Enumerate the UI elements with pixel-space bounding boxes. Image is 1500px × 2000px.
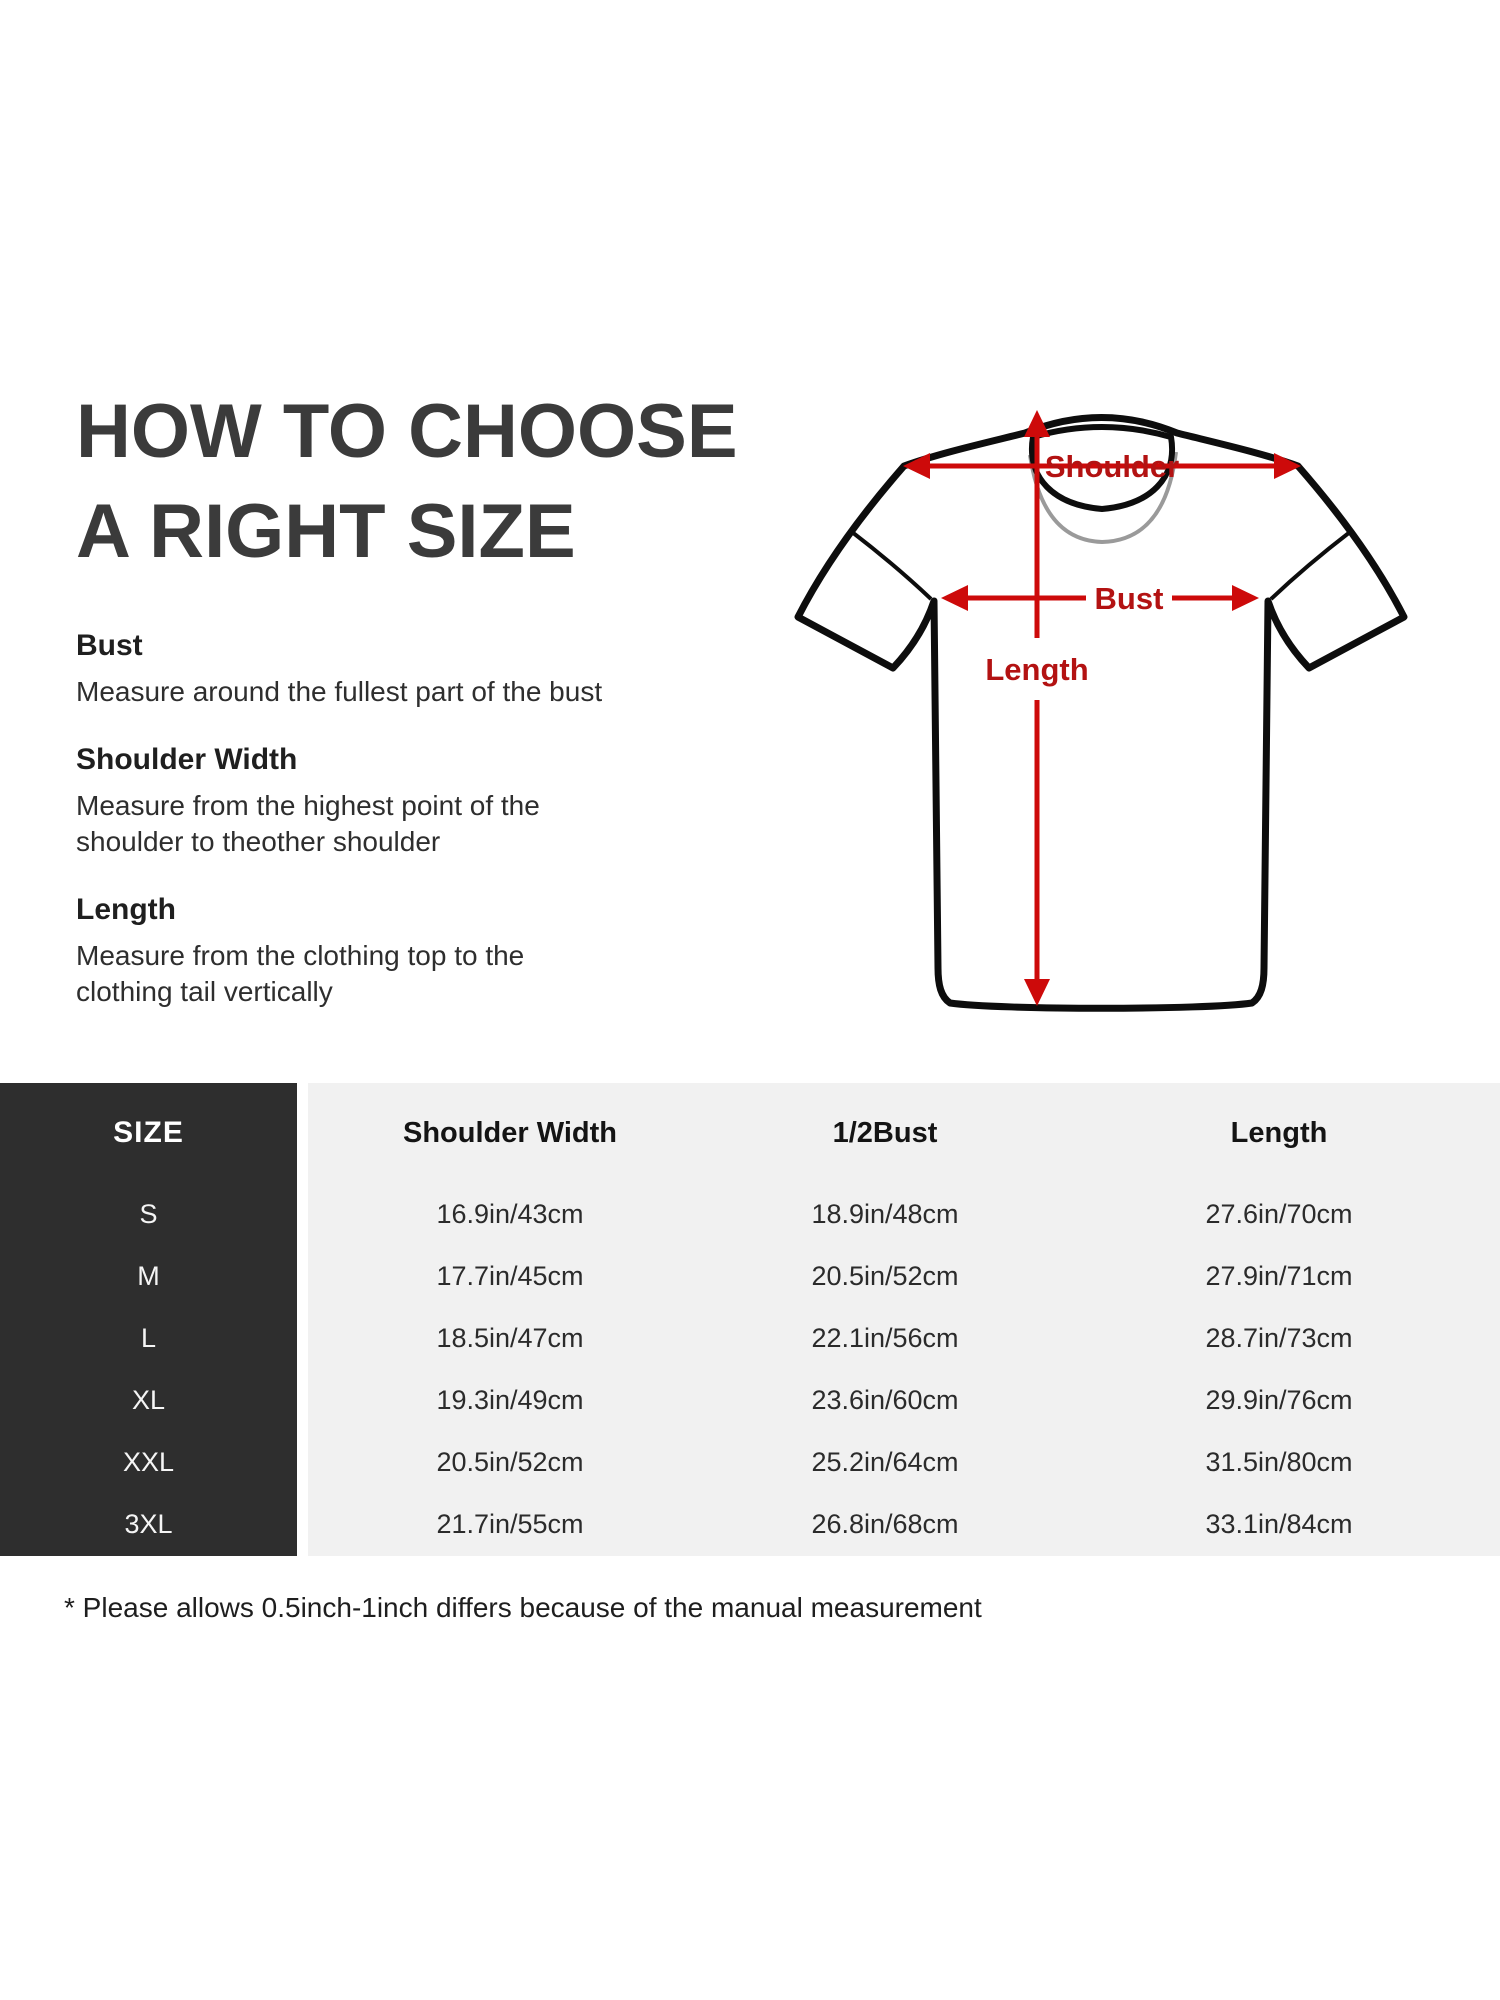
page-title (76, 382, 738, 582)
table-cell: 19.3in/49cm (436, 1385, 584, 1416)
bust-arrow-label: Bust (1094, 581, 1164, 616)
table-cell: 33.1in/84cm (1205, 1509, 1353, 1540)
table-cell: 28.7in/73cm (1205, 1322, 1353, 1353)
guide-text-shoulder-line2: shoulder to theother shoulder (76, 826, 441, 857)
table-cell: 21.7in/55cm (436, 1509, 584, 1540)
page-title-line2: A RIGHT SIZE (76, 489, 576, 574)
table-cell: 23.6in/60cm (811, 1385, 959, 1416)
size-label-xl: XL (131, 1385, 166, 1416)
column-header-shoulder-width: Shoulder Width (403, 1116, 617, 1149)
measurement-guide (76, 630, 676, 1044)
tshirt-measurement-diagram (700, 330, 1460, 1060)
page-title-line1: HOW TO CHOOSE (76, 389, 738, 474)
column-header-half-bust: 1/2Bust (832, 1116, 938, 1149)
table-cell: 27.6in/70cm (1205, 1198, 1353, 1229)
guide-text-shoulder-line1: Measure from the highest point of the (76, 790, 540, 821)
guide-text-bust-line1: Measure around the fullest part of the bust (76, 676, 603, 707)
guide-text-length-line1: Measure from the clothing top to the (76, 940, 525, 971)
guide-heading-shoulder: Shoulder Width (76, 743, 298, 776)
table-cell: 20.5in/52cm (436, 1447, 584, 1478)
length-arrow-label: Length (985, 652, 1089, 687)
size-label-l: L (140, 1322, 157, 1353)
table-cell: 22.1in/56cm (811, 1322, 959, 1353)
size-table-data (308, 1083, 1500, 1556)
shoulder-arrow-label: Shoulder (1044, 449, 1180, 484)
measurement-disclaimer: * Please allows 0.5inch-1inch differs because of the manual measurement (64, 1592, 982, 1623)
size-table-size-column (0, 1083, 297, 1556)
size-label-xxl: XXL (122, 1447, 175, 1478)
tshirt-diagram-svg (700, 330, 1460, 1060)
table-cell: 25.2in/64cm (811, 1447, 959, 1478)
size-label-s: S (139, 1198, 158, 1229)
table-cell: 16.9in/43cm (436, 1198, 584, 1229)
guide-section-length (76, 894, 676, 1010)
table-cell: 20.5in/52cm (811, 1260, 959, 1291)
guide-heading-length: Length (76, 893, 176, 926)
table-cell: 26.8in/68cm (811, 1509, 959, 1540)
guide-section-shoulder (76, 744, 676, 860)
table-cell: 18.9in/48cm (811, 1198, 959, 1229)
table-cell: 27.9in/71cm (1205, 1260, 1353, 1291)
size-label-3xl: 3XL (124, 1509, 173, 1540)
guide-section-bust (76, 630, 676, 710)
size-column-header: SIZE (113, 1116, 184, 1149)
size-label-m: M (137, 1260, 160, 1291)
table-cell: 17.7in/45cm (436, 1260, 584, 1291)
guide-text-length-line2: clothing tail vertically (76, 976, 333, 1007)
size-table (0, 1083, 1500, 1556)
guide-heading-bust: Bust (76, 629, 143, 662)
column-header-length: Length (1230, 1116, 1328, 1149)
table-cell: 29.9in/76cm (1205, 1385, 1353, 1416)
table-cell: 31.5in/80cm (1205, 1447, 1353, 1478)
table-cell: 18.5in/47cm (436, 1322, 584, 1353)
